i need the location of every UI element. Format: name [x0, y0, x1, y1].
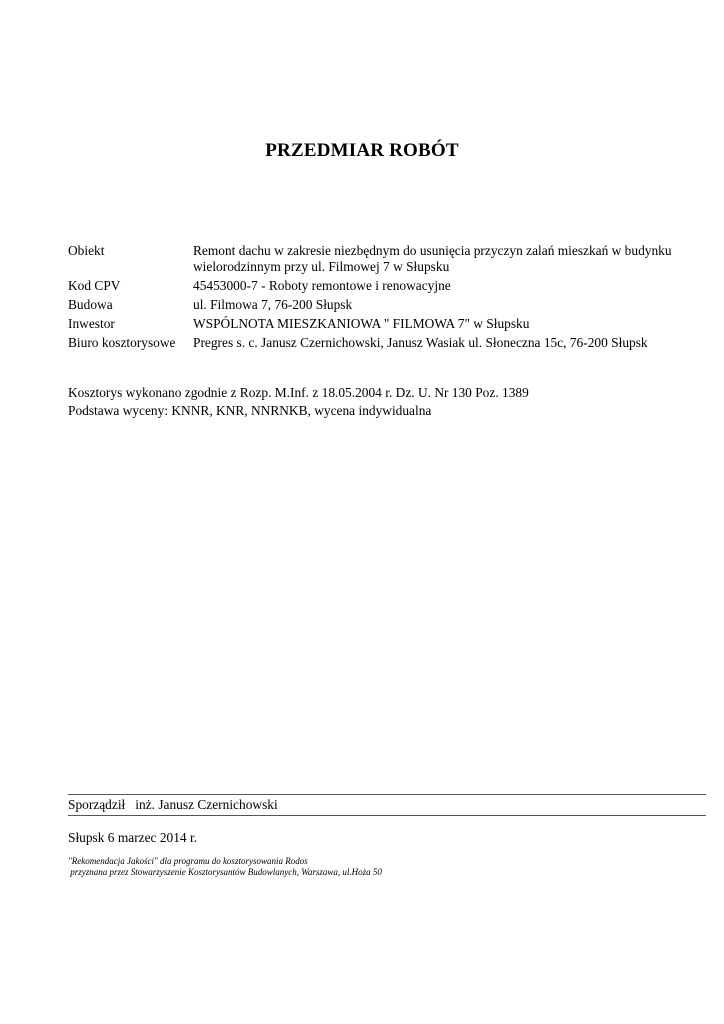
- info-label: Budowa: [68, 297, 113, 312]
- info-row-biuro-kosztorysowe: [68, 335, 688, 354]
- info-row-kod-cpv: [68, 278, 688, 297]
- info-row-budowa: [68, 297, 688, 316]
- info-label: Inwestor: [68, 316, 115, 331]
- quality-recommendation-footnote: [68, 856, 382, 878]
- note-pricing-basis: Podstawa wyceny: KNNR, KNR, NNRNKB, wycena indywidualna: [68, 403, 432, 418]
- info-value: WSPÓLNOTA MIESZKANIOWA " FILMOWA 7" w Słupsku: [193, 316, 530, 331]
- info-label: Obiekt: [68, 243, 105, 258]
- info-value: Remont dachu w zakresie niezbędnym do usunięcia przyczyn zalań mieszkań w budynku wielorodzinnym przy ul. Filmowej 7 w Słupsku: [193, 243, 672, 274]
- info-row-inwestor: [68, 316, 688, 335]
- info-label: Kod CPV: [68, 278, 121, 293]
- signature-divider-bottom: [68, 815, 706, 816]
- prepared-by-label: Sporządził: [68, 797, 126, 812]
- info-value: 45453000-7 - Roboty remontowe i renowacyjne: [193, 278, 451, 293]
- info-row-obiekt: [68, 243, 688, 278]
- note-regulation: Kosztorys wykonano zgodnie z Rozp. M.Inf. z 18.05.2004 r. Dz. U. Nr 130 Poz. 1389: [68, 385, 529, 400]
- info-value: ul. Filmowa 7, 76-200 Słupsk: [193, 297, 353, 312]
- info-label: Biuro kosztorysowe: [68, 335, 176, 350]
- document-title: PRZEDMIAR ROBÓT: [265, 140, 459, 161]
- footnote-line: przyznana przez Stowarzyszenie Kosztorysantów Budowlanych, Warszawa, ul.Hoża 50: [68, 867, 382, 877]
- notes-block: [68, 384, 529, 420]
- document-info-table: [68, 243, 688, 354]
- info-value: Pregres s. c. Janusz Czernichowski, Janusz Wasiak ul. Słoneczna 15c, 76-200 Słupsk: [193, 335, 648, 350]
- signature-divider-top: [68, 794, 706, 795]
- prepared-by-name: inż. Janusz Czernichowski: [135, 797, 278, 812]
- prepared-by-line: [68, 797, 278, 813]
- place-and-date: Słupsk 6 marzec 2014 r.: [68, 830, 198, 845]
- footnote-line: "Rekomendacja Jakości" dla programu do kosztorysowania Rodos: [68, 856, 308, 866]
